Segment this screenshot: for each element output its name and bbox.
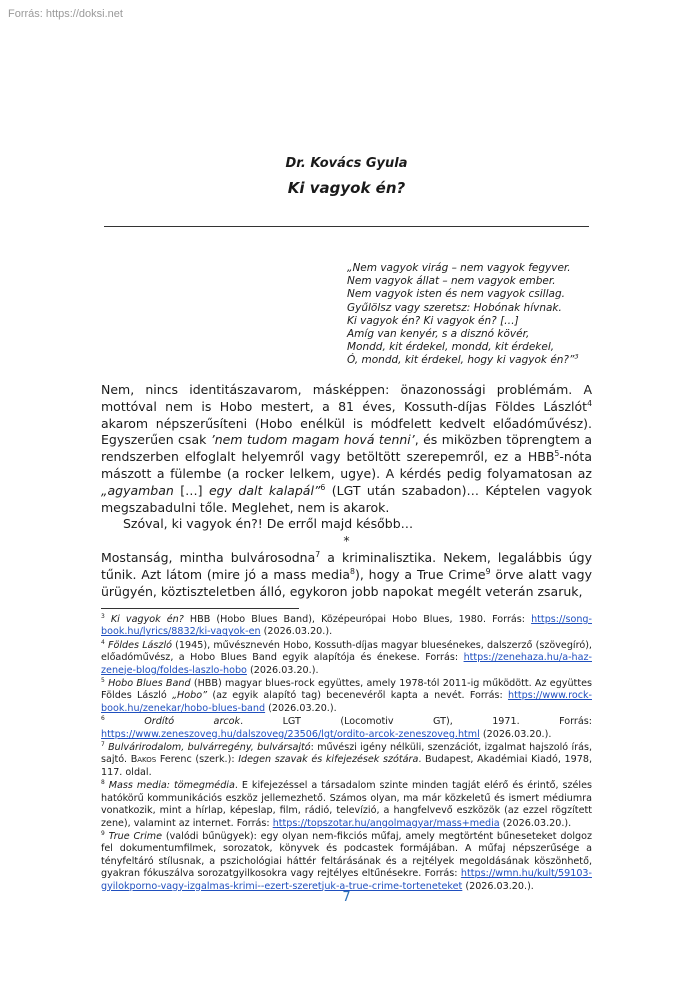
text-run: a kriminalisztika. Nekem, legalábbis úgy tűnik. Azt látom (mire jó a mass media — [101, 549, 592, 582]
footnote-8 — [101, 780, 592, 830]
text-run: : művészi igény nélküli, szenzációt, izgalmat hajszoló írás, sajtó. — [101, 742, 592, 766]
text-run: ), hogy a True Crime — [354, 566, 486, 582]
footnote-6 — [101, 716, 592, 741]
italic-run: „agyamban — [101, 482, 174, 498]
footnote-ref-5[interactable]: 5 — [554, 449, 560, 459]
text-run: (2026.03.20.). — [462, 880, 534, 892]
text-run: (valódi bűnügyek): egy olyan nem-fikciós műfaj, amely megtörtént bűneseteket dolgoz fel dokumentumfilmek, sorozatok, könyvek és podcastek formájában. A műfaj népszerűsége a tényfeltáró stílusnak, a pszichológiai háttér feltárásának és a rejtélyek megoldásának köszönhető, gyakran fókuszálva sorozatgyilkosokra vagy rejtélyes eltűnésekre. Forrás: — [101, 830, 592, 880]
text-run: . E kifejezéssel a társadalom szinte minden tagját elérő és érintő, széles hatókörű kommunikációs eszköz jellemezhető. Számos olyan, ma már közkeletű és ismert médiumra vonatkozik, mint a hírlap, képeslap, film, rádió, televízió, a hangfelvevő eszközök (az ezzel rögzített zene), valamint az internet. Forrás: — [101, 780, 592, 829]
page-title: Ki vagyok én? — [287, 179, 406, 197]
text-run: , és miközben töprengtem a rendszerben elfoglalt helyemről vagy betöltött szerepemről, ez a HBB — [101, 432, 592, 465]
text-run: -nóta mászott a fülembe (a rocker lelkem, ugye). A kérdés pedig folyamatosan az — [101, 449, 592, 481]
motto-line: Amíg van kenyér, s a disznó kövér, — [347, 328, 530, 341]
italic-run: True Crime — [108, 830, 163, 842]
motto-line — [347, 354, 657, 367]
text-run: (2026.03.20.). — [260, 626, 333, 638]
author-name: Dr. Kovács Gyula — [285, 156, 408, 171]
italic-run: Hobo Blues Band — [108, 678, 191, 690]
text-run: Ferenc (szerk.): — [156, 754, 239, 766]
motto-line: Ki vagyok én? Ki vagyok én? […] — [347, 314, 519, 327]
motto-line: „Nem vagyok virág – nem vagyok fegyver. — [347, 262, 571, 274]
body-text — [101, 382, 592, 600]
text-run: akarom népszerűsíteni (Hobo enélkül is módfelett kedvelt előadóművész). Egyszerűen csak — [101, 415, 592, 448]
footnote-9 — [101, 831, 592, 893]
text-run: örve alatt vagy ürügyén, köztiszteletben álló, egykoron jobb napokat megélt veterán zsaruk, — [101, 566, 592, 599]
footnote-link[interactable]: https://www.zeneszoveg.hu/dalszoveg/23506/lgt/ordito-arcok-zeneszoveg.html — [101, 728, 480, 740]
text-run: (1945), művésznevén Hobo, Kossuth-díjas magyar bluesénekes, dalszerző (szövegíró), előadóművész, a Hobo Blues Band egyik alapítója és énekese. Forrás: — [101, 639, 592, 664]
text-run: (az egyik alapító tag) becenevéről kapta a nevét. Forrás: — [207, 690, 508, 702]
section-separator: * — [343, 533, 350, 549]
footnote-3 — [101, 614, 592, 639]
motto-line: Mondd, kit érdekel, mondd, kit érdekel, — [347, 341, 555, 354]
motto-quote — [347, 262, 657, 368]
footnote-ref-3[interactable]: 3 — [574, 352, 579, 361]
footnote-7 — [101, 742, 592, 779]
paragraph-3 — [101, 550, 592, 600]
footnote-number: 8 — [101, 779, 105, 787]
source-watermark: Forrás: https://doksi.net — [8, 8, 123, 20]
motto-line: Nem vagyok állat – nem vagyok ember. — [347, 275, 556, 288]
text-run: . Budapest, Akadémiai Kiadó, 1978, 117. oldal. — [101, 754, 593, 778]
footnote-link[interactable]: https://topszotar.hu/angolmagyar/mass+media — [272, 817, 500, 829]
paragraph-1 — [101, 382, 592, 516]
italic-run: egy dalt kalapál” — [208, 482, 321, 498]
text-run: . LGT (Locomotiv GT), 1971. Forrás: — [240, 716, 592, 728]
footnote-number: 7 — [101, 740, 105, 748]
text-run: (2026.03.20.). — [265, 702, 337, 714]
text-run: (LGT után szabadon)… Képtelen vagyok megszabadulni tőle. Meglehet, nem is akarok. — [101, 482, 592, 515]
footnote-link[interactable]: https://zenehaza.hu/a-haz-zeneje-blog/foldes-laszlo-hobo — [101, 652, 592, 676]
italic-run: „Hobo” — [172, 690, 208, 702]
text-run: […] — [173, 482, 209, 498]
footnotes — [101, 614, 592, 894]
footnote-ref-6[interactable]: 6 — [320, 482, 326, 492]
footnote-number: 5 — [101, 676, 105, 684]
footnote-link[interactable]: https://www.rock-book.hu/zenekar/hobo-blues-band — [101, 690, 592, 714]
footnote-5 — [101, 678, 592, 715]
motto-line: Gyűlölsz vagy szeretsz: Hobónak hívnak. — [347, 301, 562, 314]
footnote-ref-9[interactable]: 9 — [485, 566, 491, 576]
italic-run: ’nem tudom magam hová tenni’ — [210, 432, 415, 448]
italic-run: Bulvárirodalom, bulvárregény, bulvársajtó — [108, 742, 311, 754]
footnote-link[interactable]: https://wmn.hu/kult/59103-gyilokporno-vagy-izgalmas-krimi--ezert-szeretjuk-a-true-crime-torteneteket — [101, 868, 592, 892]
italic-run: Ordító arcok — [144, 716, 241, 728]
text-run: (2026.03.20.). — [246, 664, 319, 676]
motto-line: Nem vagyok isten és nem vagyok csillag. — [347, 288, 565, 301]
footnote-link[interactable]: https://song-book.hu/lyrics/8832/ki-vagyok-en — [101, 614, 592, 638]
italic-run: Idegen szavak és kifejezések szótára — [238, 754, 419, 766]
motto-line-text: Ó, mondd, kit érdekel, hogy ki vagyok én?” — [347, 354, 575, 367]
footnote-ref-7[interactable]: 7 — [315, 549, 321, 559]
footnote-number: 6 — [101, 715, 105, 723]
footnote-divider — [101, 608, 299, 609]
text-run: (HBB) magyar blues-rock együttes, amely 1978-tól 2011-ig működött. Az együttes Földes László — [101, 678, 592, 702]
footnote-number: 3 — [101, 612, 105, 620]
text-run: (2026.03.20.). — [479, 728, 552, 740]
italic-run: Ki vagyok én? — [110, 614, 184, 625]
title-divider — [104, 226, 589, 227]
footnote-4 — [101, 640, 592, 677]
footnote-number: 9 — [101, 829, 105, 837]
page-number: 7 — [342, 890, 351, 905]
text-run: Mostanság, mintha bulvárosodna — [101, 549, 316, 565]
footnote-ref-4[interactable]: 4 — [587, 398, 592, 408]
text-run: Nem, nincs identitászavarom, másképpen: önazonossági problémám. A mottóval nem is Hobo mestert, a 81 éves, Kossuth-díjas Földes Lászlót — [101, 382, 592, 414]
footnote-ref-8[interactable]: 8 — [350, 566, 355, 576]
italic-run: Földes László — [107, 639, 172, 651]
text-run: HBB (Hobo Blues Band), Középeurópai Hobo Blues, 1980. Forrás: — [183, 614, 532, 625]
cited-author: Bakos — [130, 754, 157, 766]
italic-run: Mass media: tömegmédia — [108, 780, 235, 792]
paragraph-2: Szóval, ki vagyok én?! De erről majd később… — [123, 516, 414, 532]
footnote-number: 4 — [101, 638, 105, 646]
text-run: (2026.03.20.). — [499, 817, 572, 829]
